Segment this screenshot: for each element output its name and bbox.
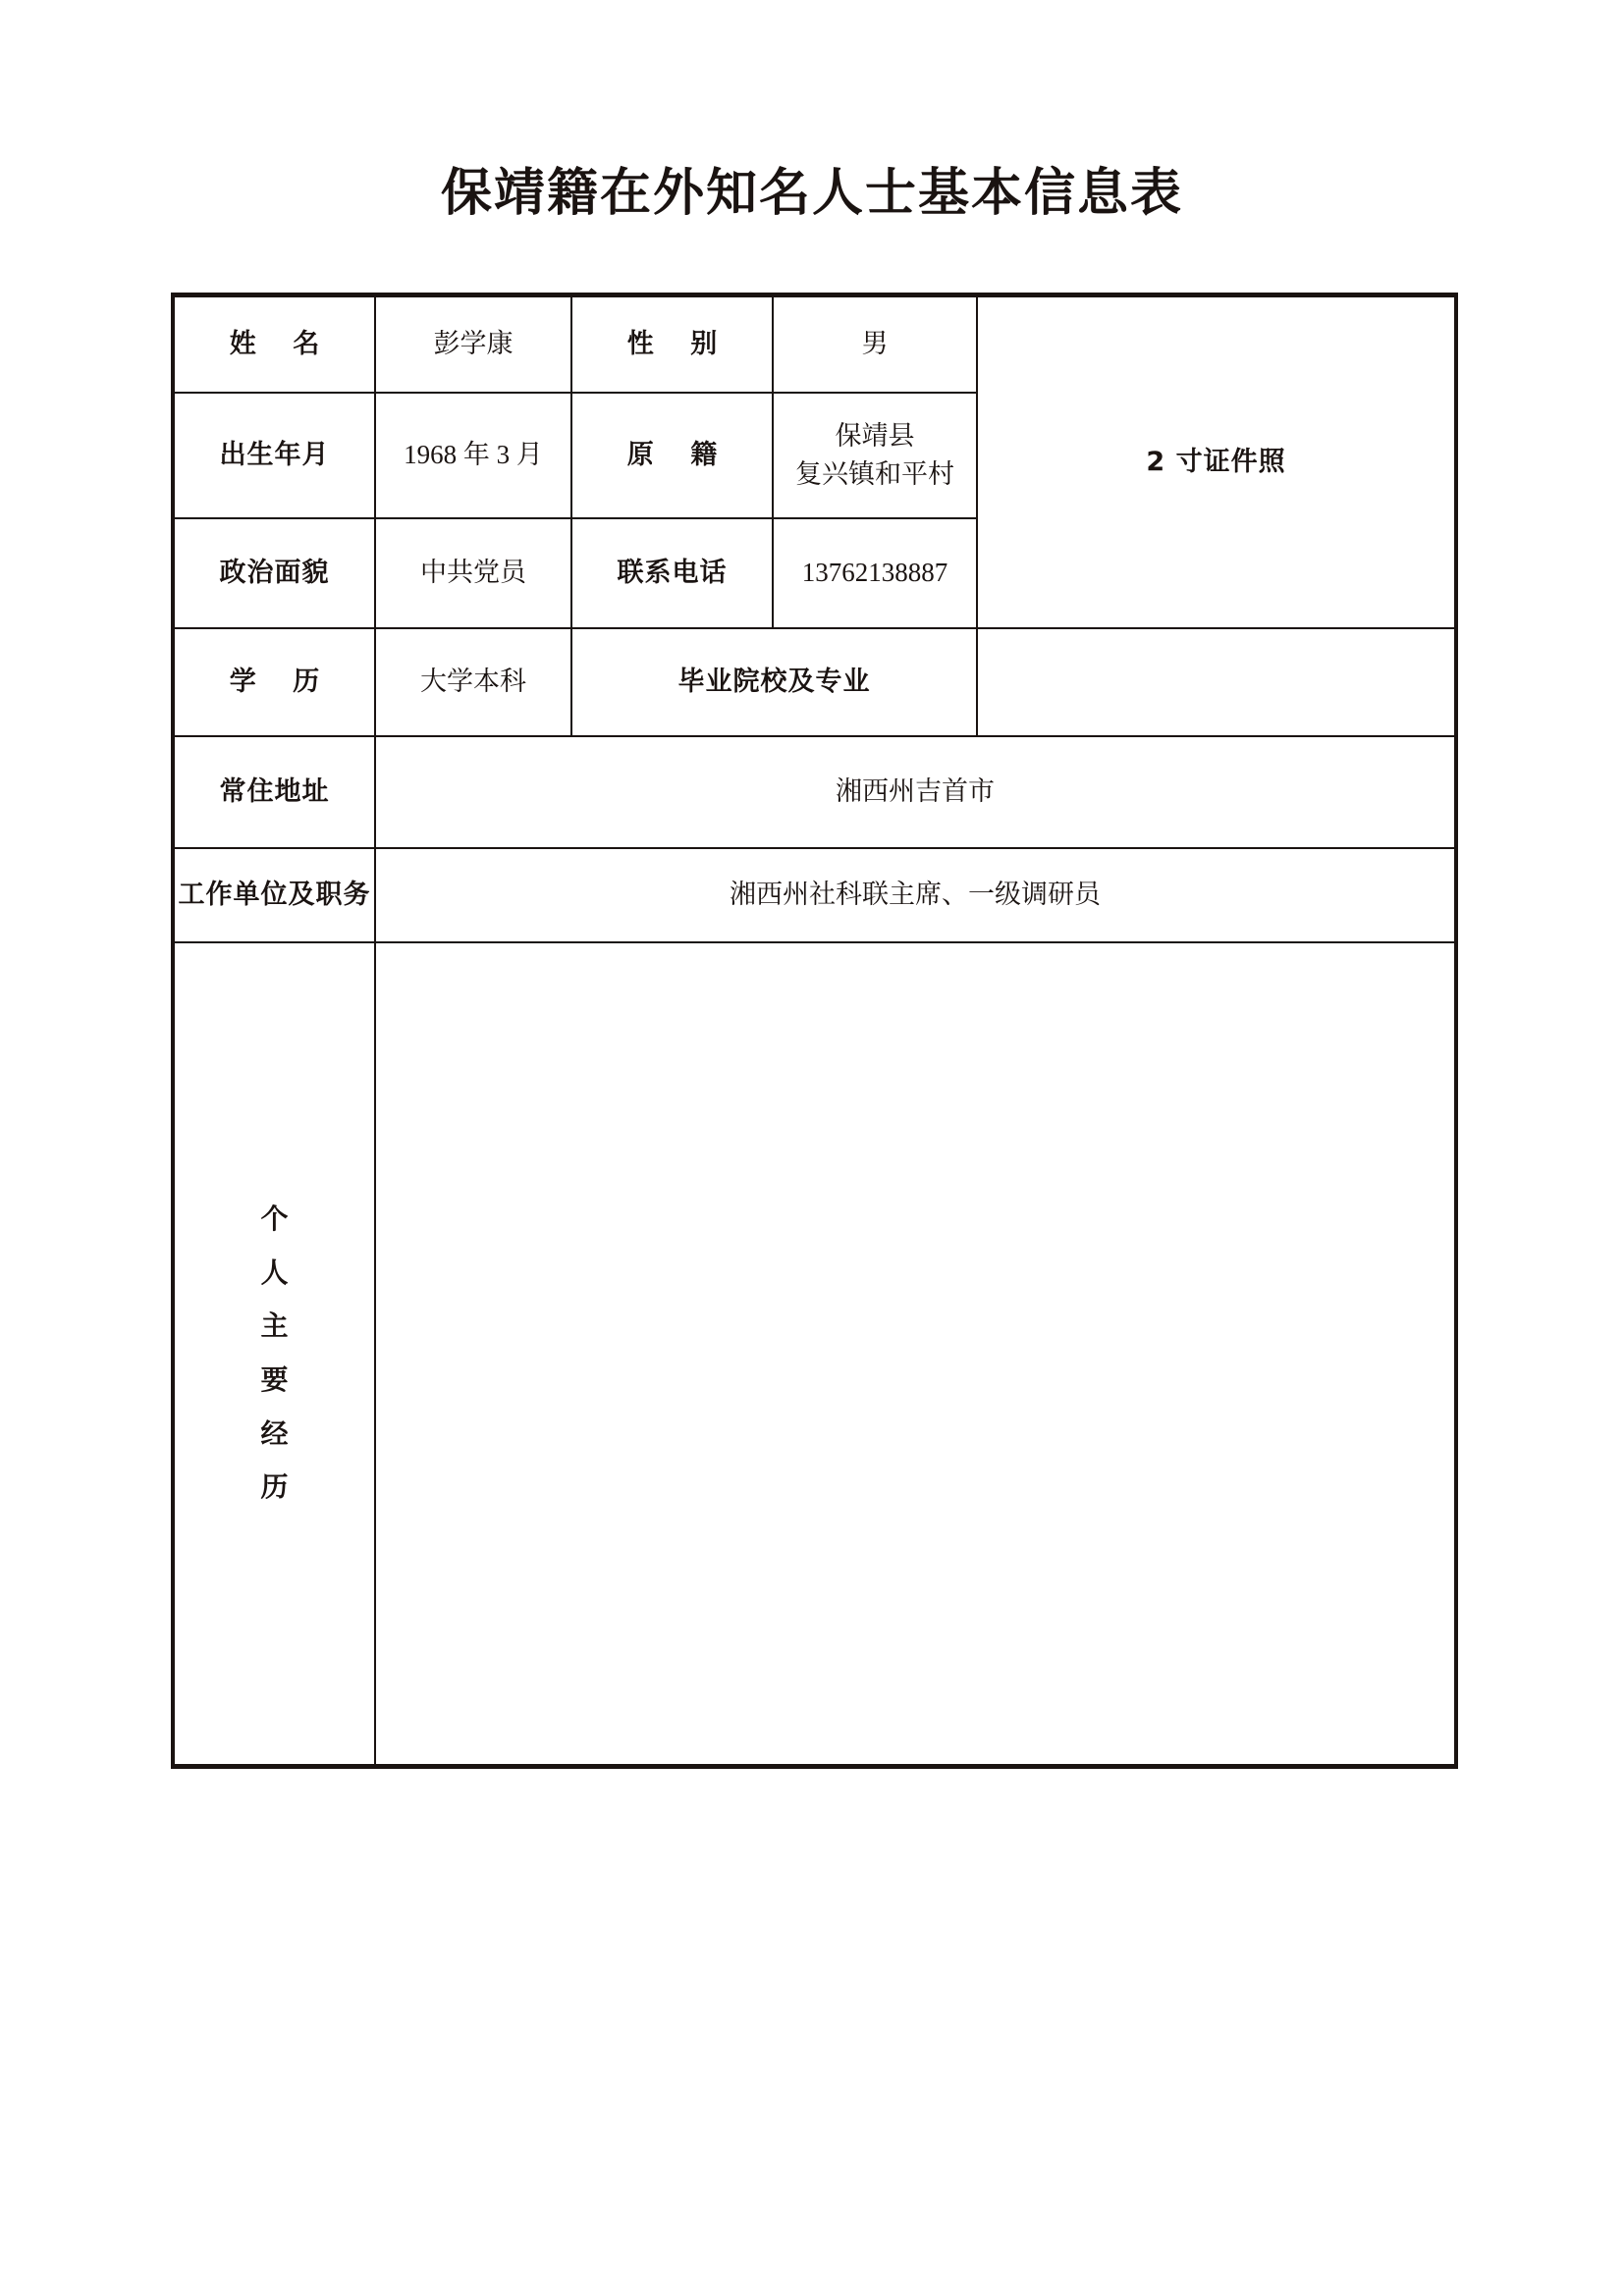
value-personal-experience[interactable] xyxy=(375,942,1456,1767)
vertical-label-char-0: 个 xyxy=(260,1202,289,1236)
table-row-education xyxy=(173,628,1456,736)
label-work-unit-position: 工作单位及职务 xyxy=(173,848,375,942)
label-residence-address: 常住地址 xyxy=(173,736,375,848)
label-political-status: 政治面貌 xyxy=(173,518,375,628)
value-gender[interactable]: 男 xyxy=(773,295,977,394)
value-work-unit-position[interactable]: 湘西州社科联主席、一级调研员 xyxy=(375,848,1456,942)
vertical-label-stack xyxy=(175,943,374,1764)
table-row-work xyxy=(173,848,1456,942)
value-origin-line1: 保靖县 xyxy=(835,420,915,451)
value-political-status[interactable]: 中共党员 xyxy=(375,518,571,628)
page-title: 保靖籍在外知名人士基本信息表 xyxy=(440,163,1183,223)
value-phone[interactable]: 13762138887 xyxy=(773,518,977,628)
value-school-major[interactable] xyxy=(977,628,1456,736)
value-residence-address[interactable]: 湘西州吉首市 xyxy=(375,736,1456,848)
table-row-name xyxy=(173,295,1456,394)
value-birth-date[interactable]: 1968 年 3 月 xyxy=(375,393,571,518)
label-birth-date: 出生年月 xyxy=(173,393,375,518)
photo-placeholder-cell[interactable]: 2 寸证件照 xyxy=(977,295,1456,629)
vertical-label-char-3: 要 xyxy=(260,1363,289,1396)
label-education: 学 历 xyxy=(173,628,375,736)
vertical-label-char-1: 人 xyxy=(260,1255,289,1289)
label-gender: 性 别 xyxy=(571,295,773,394)
label-school-major: 毕业院校及专业 xyxy=(571,628,977,736)
label-name: 姓 名 xyxy=(173,295,375,394)
label-personal-experience xyxy=(173,942,375,1767)
vertical-label-char-5: 历 xyxy=(260,1470,289,1504)
vertical-label-char-2: 主 xyxy=(260,1309,289,1343)
value-origin-line2: 复兴镇和平村 xyxy=(795,459,954,489)
value-origin[interactable] xyxy=(773,393,977,518)
table-row-address xyxy=(173,736,1456,848)
personal-info-table xyxy=(171,293,1458,1769)
vertical-label-char-4: 经 xyxy=(260,1416,289,1450)
label-origin: 原 籍 xyxy=(571,393,773,518)
label-phone: 联系电话 xyxy=(571,518,773,628)
table-row-experience xyxy=(173,942,1456,1767)
value-education[interactable]: 大学本科 xyxy=(375,628,571,736)
value-name[interactable]: 彭学康 xyxy=(375,295,571,394)
